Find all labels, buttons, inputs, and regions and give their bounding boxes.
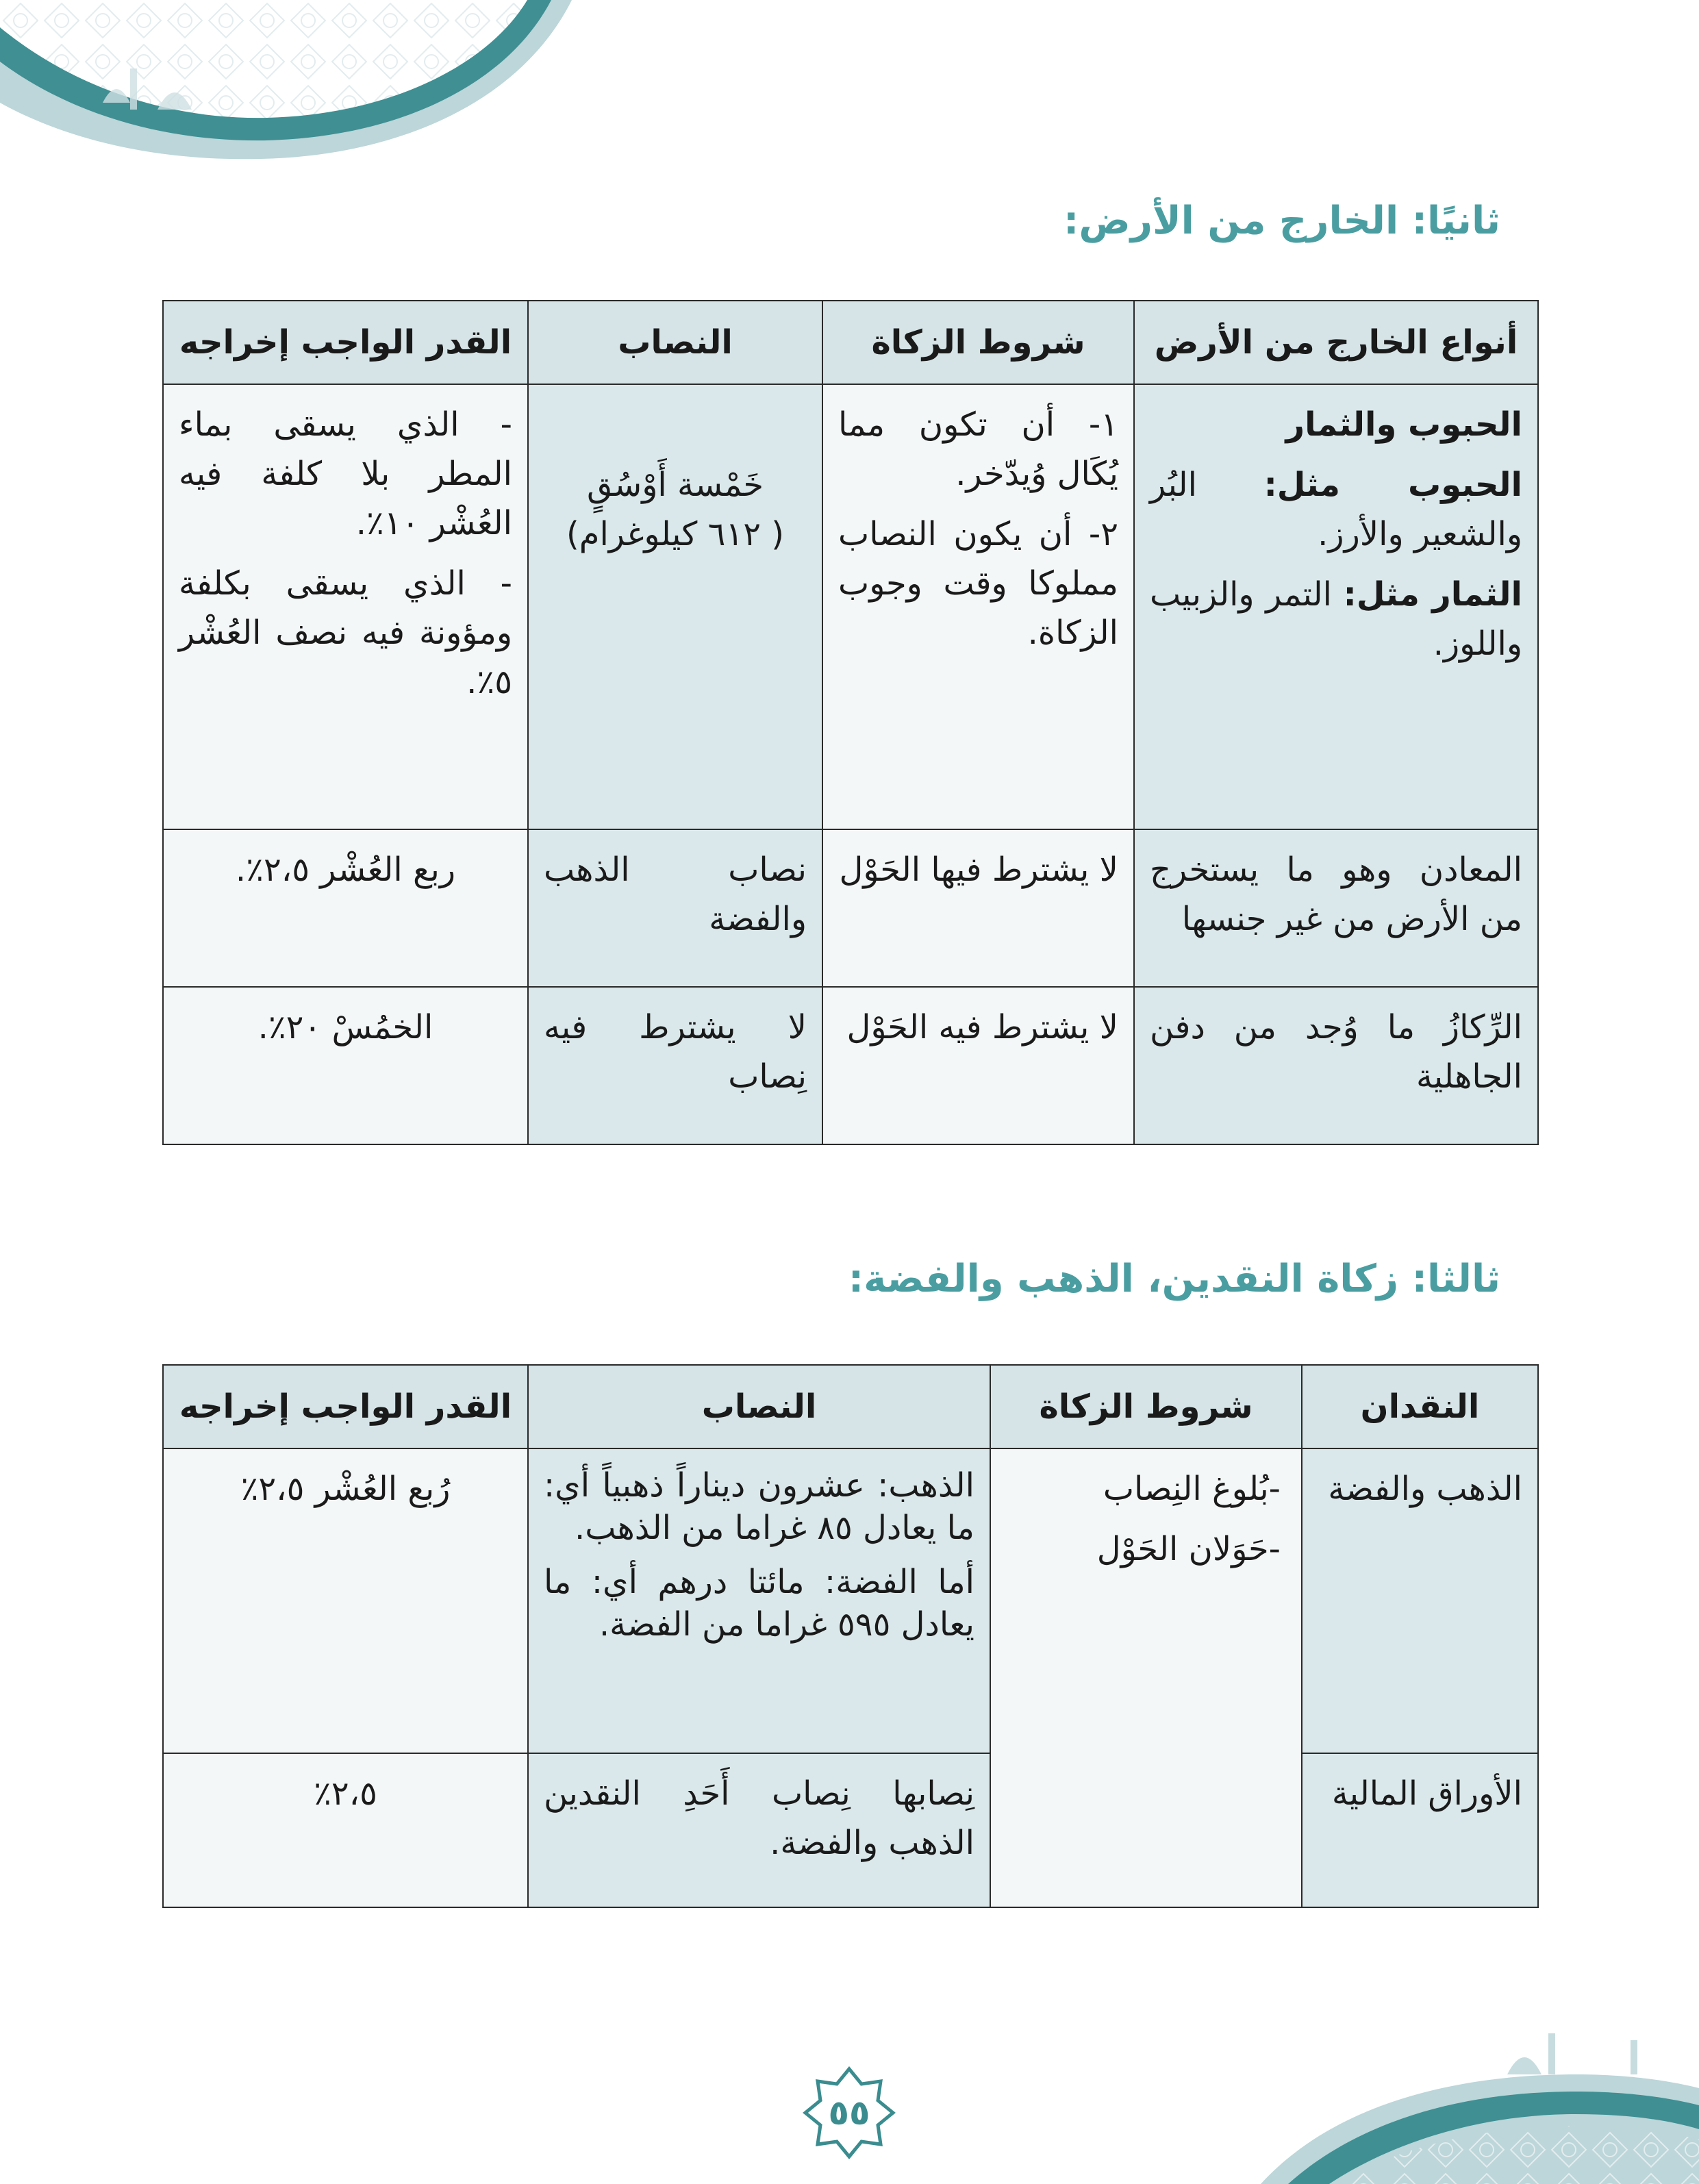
header-amount: القدر الواجب إخراجه (163, 301, 528, 384)
cell-conditions: لا يشترط فيها الحَوْل (822, 829, 1134, 987)
table-header-row (163, 1365, 1538, 1448)
header-type: النقدان (1302, 1365, 1538, 1448)
fruits-text: التمر والزبيب واللوز. (1150, 575, 1522, 663)
grains-text: البُر والشعير والأرز. (1150, 466, 1522, 553)
cell-amount: ٢،٥٪ (163, 1753, 528, 1907)
cell-type (1134, 384, 1538, 829)
cell-type: الرِّكازُ ما وُجد من دفن الجاهلية (1134, 987, 1538, 1144)
gold-silver-table (162, 1364, 1539, 1908)
cell-conditions: لا يشترط فيه الحَوْل (822, 987, 1134, 1144)
cell-nisab (528, 1448, 990, 1753)
fruits-label: الثمار مثل: (1343, 575, 1523, 614)
condition-1: -بُلوغ النِصاب (1103, 1470, 1281, 1508)
cell-type: المعادن وهو ما يستخرج من الأرض من غير جنسها (1134, 829, 1538, 987)
grains-label: الحبوب مثل: (1263, 466, 1522, 504)
nisab-gold: الذهب: عشرون ديناراً ذهبياً أي: ما يعادل ٨٥ غراما من الذهب. (544, 1466, 974, 1548)
section-title-land: ثانيًا: الخارج من الأرض: (1064, 199, 1500, 243)
header-conditions: شروط الزكاة (990, 1365, 1302, 1448)
table-header-row (163, 301, 1538, 384)
nisab-line-2: ( ٦١٢ كيلوغرام) (566, 515, 784, 553)
header-nisab: النصاب (528, 1365, 990, 1448)
corner-decoration-top (0, 0, 575, 164)
amount-2: - الذي يسقى بكلفة ومؤونة فيه نصف العُشْر ٥٪. (179, 564, 512, 701)
table-row (163, 1753, 1538, 1907)
corner-decoration-bottom (1220, 2006, 1699, 2184)
header-conditions: شروط الزكاة (822, 301, 1134, 384)
page-number-badge (801, 2065, 897, 2161)
table-row (163, 829, 1538, 987)
type-heading: الحبوب والثمار (1285, 405, 1522, 444)
header-type: أنواع الخارج من الأرض (1134, 301, 1538, 384)
amount-1: - الذي يسقى بماء المطر بلا كلفة فيه العُشْر ١٠٪. (179, 405, 512, 542)
condition-1: ١- أن تكون مما يُكَال وُيدّخر. (838, 405, 1118, 493)
cell-nisab: لا يشترط فيه نِصاب (528, 987, 822, 1144)
table-row (163, 1448, 1538, 1753)
cell-conditions (822, 384, 1134, 829)
cell-nisab: نِصابها نِصاب أَحَدِ النقدين الذهب والفضة. (528, 1753, 990, 1907)
cell-amount: ربع العُشْر ٢،٥٪. (163, 829, 528, 987)
section-title-money: ثالثا: زكاة النقدين، الذهب والفضة: (848, 1257, 1500, 1301)
cell-amount: الخمُسْ ٢٠٪. (163, 987, 528, 1144)
cell-amount: رُبع العُشْر ٢،٥٪ (163, 1448, 528, 1753)
page-number: ٥٥ (828, 2093, 870, 2133)
cell-nisab: نصاب الذهب والفضة (528, 829, 822, 987)
cell-type: الأوراق المالية (1302, 1753, 1538, 1907)
nisab-line-1: خَمْسة أَوْسُقٍ (587, 466, 764, 504)
cell-type: الذهب والفضة (1302, 1448, 1538, 1753)
land-produce-table (162, 300, 1539, 1145)
table-row (163, 987, 1538, 1144)
cell-amount (163, 384, 528, 829)
table-row (163, 384, 1538, 829)
condition-2: -حَوَلان الحَوْل (1096, 1530, 1281, 1568)
cell-conditions (990, 1448, 1302, 1907)
condition-2: ٢- أن يكون النصاب مملوكا وقت وجوب الزكاة. (838, 515, 1118, 652)
header-amount: القدر الواجب إخراجه (163, 1365, 528, 1448)
nisab-silver: أما الفضة: مائتا درهم أي: ما يعادل ٥٩٥ غراما من الفضة. (544, 1562, 974, 1644)
cell-nisab (528, 384, 822, 829)
header-nisab: النصاب (528, 301, 822, 384)
